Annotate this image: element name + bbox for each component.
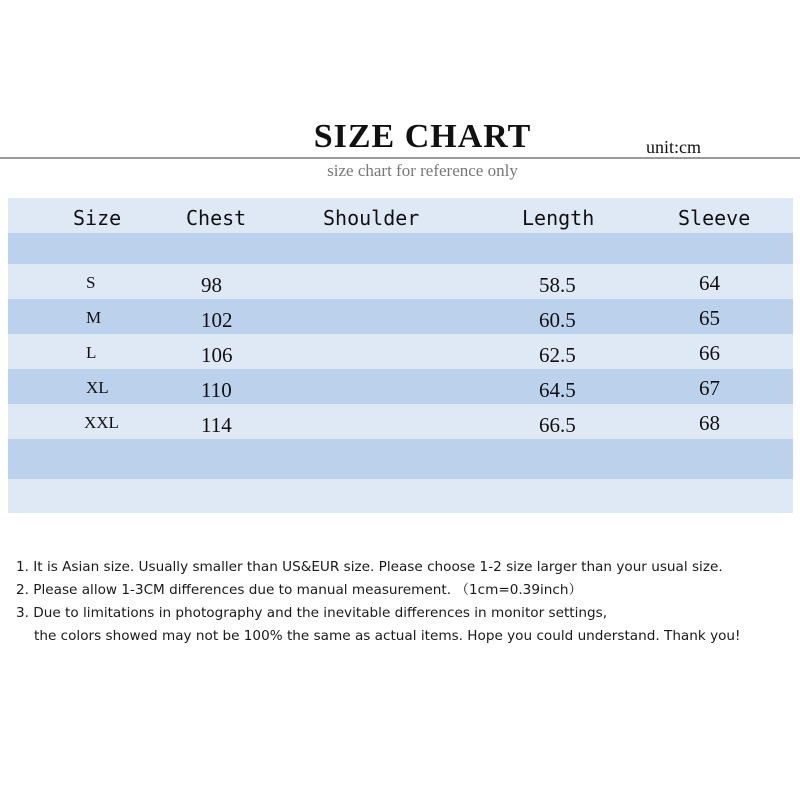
- chest-cell: 114: [201, 413, 232, 437]
- column-header-size: Size: [73, 206, 122, 230]
- column-header-sleeve: Sleeve: [678, 206, 751, 230]
- sleeve-cell: 64: [699, 271, 720, 295]
- column-header-shoulder: Shoulder: [323, 206, 420, 230]
- unit-label: unit:cm: [646, 137, 701, 157]
- sleeve-cell: 65: [699, 306, 720, 330]
- note-2: 2. Please allow 1-3CM differences due to manual measurement. （1cm=0.39inch）: [16, 582, 583, 598]
- length-cell: 60.5: [539, 308, 576, 332]
- column-header-chest: Chest: [186, 206, 247, 230]
- size-notes: [16, 556, 800, 648]
- size-cell: XXL: [84, 413, 119, 432]
- table-band: [8, 334, 793, 369]
- length-cell: 58.5: [539, 273, 576, 297]
- table-band: [8, 299, 793, 334]
- chest-cell: 110: [201, 378, 232, 402]
- table-band: [8, 233, 793, 264]
- table-band: [8, 264, 793, 299]
- size-cell: XL: [86, 378, 109, 397]
- chest-cell: 98: [201, 273, 222, 297]
- note-1: 1. It is Asian size. Usually smaller than US&EUR size. Please choose 1-2 size larger than your usual size.: [16, 559, 723, 575]
- size-cell: M: [86, 308, 102, 327]
- sleeve-cell: 66: [699, 341, 720, 365]
- table-band: [8, 404, 793, 439]
- size-cell: S: [86, 273, 96, 292]
- size-cell: L: [86, 343, 97, 362]
- sleeve-cell: 67: [699, 376, 720, 400]
- column-header-length: Length: [522, 206, 595, 230]
- table-band: [8, 369, 793, 404]
- chest-cell: 106: [201, 343, 233, 367]
- subtitle: size chart for reference only: [327, 161, 518, 180]
- size-table: [8, 198, 793, 513]
- length-cell: 64.5: [539, 378, 576, 402]
- chest-cell: 102: [201, 308, 233, 332]
- table-band: [8, 479, 793, 513]
- note-3-continued: the colors showed may not be 100% the same as actual items. Hope you could understand. Thank you!: [34, 628, 741, 644]
- table-band: [8, 439, 793, 479]
- length-cell: 66.5: [539, 413, 576, 437]
- page-title: SIZE CHART: [313, 118, 532, 155]
- sleeve-cell: 68: [699, 411, 720, 435]
- length-cell: 62.5: [539, 343, 576, 367]
- title-divider: [0, 157, 800, 159]
- note-3: 3. Due to limitations in photography and the inevitable differences in monitor settings,: [16, 605, 608, 621]
